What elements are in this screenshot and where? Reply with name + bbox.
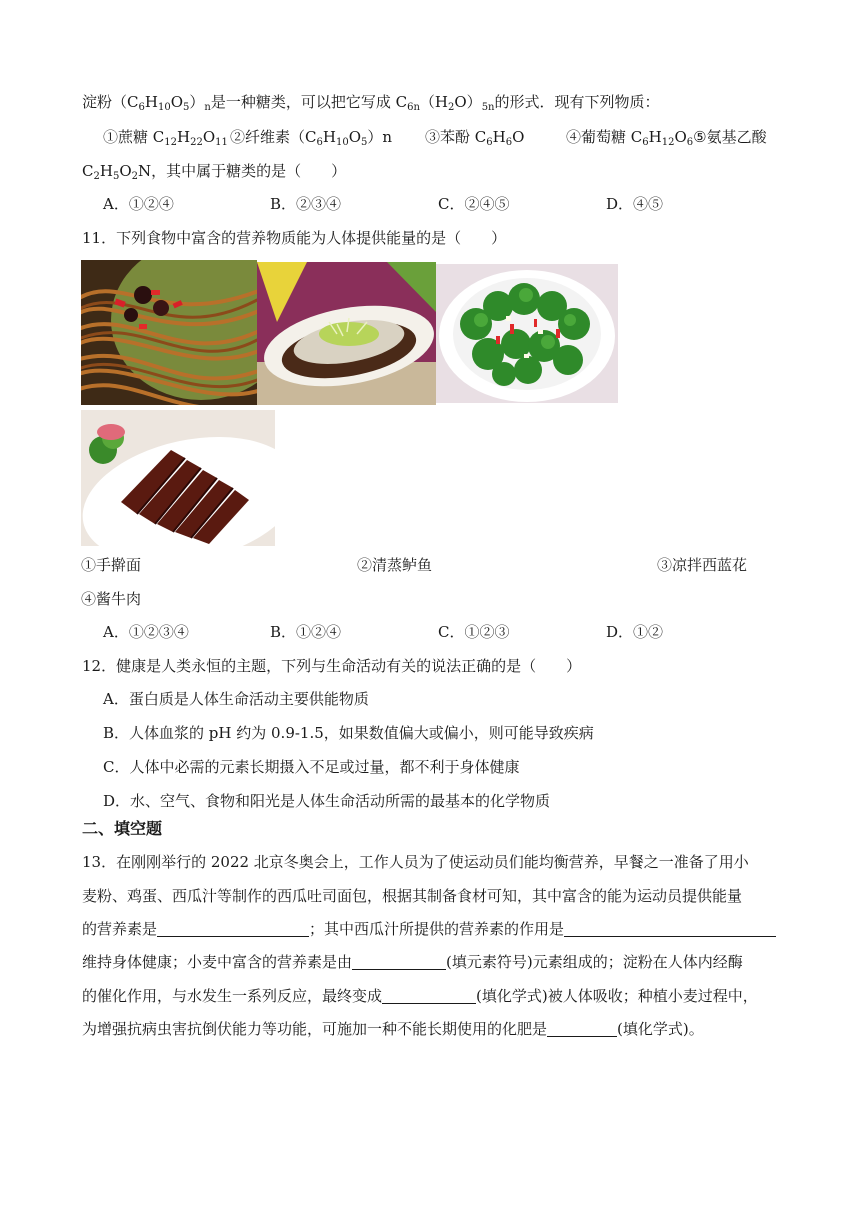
text: O [674,128,687,146]
subscript: 6 [138,102,145,113]
steamed-fish-photo [257,262,436,405]
text: H [176,128,191,146]
text: (填元素符号)元素组成的；淀粉在人体内经酶 [446,953,743,971]
text: (填化学式)。 [617,1020,704,1038]
q12-stem: 12．健康是人类永恒的主题，下列与生命活动有关的说法正确的是（ ） [82,657,582,675]
q10-item-4 [566,127,767,147]
answer-blank-4[interactable] [382,987,476,1004]
q10-item-2 [230,127,392,147]
subscript: 10 [335,137,349,148]
noodles-photo [81,260,257,405]
subscript: 6 [505,137,513,148]
subscript: 6n [407,102,420,113]
photo-label-3: ③凉拌西蓝花 [657,556,748,574]
subscript: 11 [215,137,228,148]
q10-intro [82,92,660,112]
text: O） [454,93,482,111]
text: O [348,128,361,146]
text: H [99,162,113,180]
text: （H [419,93,448,111]
photo-label-1: ①手擀面 [81,556,142,574]
text: 为增强抗病虫害抗倒伏能力等功能，可施加一种不能长期使用的化肥是 [82,1020,548,1038]
text: 的营养素是 [82,920,158,938]
photo-label-2: ②清蒸鲈鱼 [357,556,433,574]
answer-blank-2[interactable] [564,920,776,937]
subscript: 5 [183,102,190,113]
text: ①蔗糖 C [103,128,165,146]
text: (填化学式)被人体吸收；种植小麦过程中， [476,987,758,1005]
q12-option-c[interactable]: C．人体中必需的元素长期摄入不足或过量，都不利于身体健康 [103,758,520,776]
text: N，其中属于糖类的是（ ） [138,162,347,180]
answer-blank-3[interactable] [352,953,446,970]
text: ）n [367,128,393,146]
q10-item-3 [425,127,524,147]
q13-line-6 [82,1019,704,1039]
text: H [322,128,336,146]
text: ） [189,93,205,111]
q13-line-3 [82,919,776,939]
q10-item-1 [103,127,228,147]
text: 是一种糖类，可以把它写成 C [210,93,408,111]
q10-option-b[interactable]: B．②③④ [270,195,342,213]
text: C [82,162,94,180]
subscript: 5 [112,171,120,182]
q11-option-d[interactable]: D．①② [606,623,664,641]
q11-option-c[interactable]: C．①②③ [438,623,510,641]
text: O [202,128,216,146]
q12-option-a[interactable]: A．蛋白质是人体生命活动主要供能物质 [103,690,369,708]
q12-option-d[interactable]: D．水、空气、食物和阳光是人体生命活动所需的最基本的化学物质 [103,792,551,810]
q10-option-a[interactable]: A．①②④ [103,195,174,213]
text: 淀粉（C [82,93,139,111]
q13-line-1: 13．在刚刚举行的 2022 北京冬奥会上，工作人员为了使运动员们能均衡营养，早餐之一准备了用小 [82,853,749,871]
subscript: 6 [316,137,323,148]
subscript: 2 [131,171,139,182]
text: 的形式．现有下列物质： [494,93,660,111]
subscript: 12 [661,137,675,148]
text: O [170,93,183,111]
text: H [144,93,158,111]
subscript: 5 [361,137,368,148]
text: ②纤维素（C [230,128,317,146]
text: O [119,162,132,180]
q12-option-b[interactable]: B．人体血浆的 pH 约为 0.9-1.5，如果数值偏大或偏小，则可能导致疾病 [103,724,594,742]
text: H [648,128,662,146]
q11-stem: 11．下列食物中富含的营养物质能为人体提供能量的是（ ） [82,229,507,247]
subscript: 6 [642,137,649,148]
subscript: 10 [157,102,171,113]
text: ；其中西瓜汁所提供的营养素的作用是 [309,920,565,938]
q10-stem-end [82,161,346,181]
q13-line-4 [82,952,743,972]
subscript: 2 [448,102,455,113]
q11-option-a[interactable]: A．①②③④ [103,623,189,641]
text: H [492,128,506,146]
q11-option-b[interactable]: B．①②④ [270,623,342,641]
subscript: 5n [481,102,495,113]
text: ⑤氨基乙酸 [693,128,767,146]
subscript: 6 [486,137,493,148]
q10-option-c[interactable]: C．②④⑤ [438,195,510,213]
answer-blank-1[interactable] [157,920,309,937]
section-heading: 二、填空题 [82,819,163,838]
q13-line-5 [82,986,758,1006]
text: ④葡萄糖 C [566,128,643,146]
subscript: 12 [164,137,177,148]
text: 的催化作用，与水发生一系列反应，最终变成 [82,987,383,1005]
text: ③苯酚 C [425,128,487,146]
braised-beef-photo [81,410,275,546]
subscript: n [204,102,211,113]
answer-blank-5[interactable] [547,1020,617,1037]
subscript: 22 [190,137,203,148]
q10-option-d[interactable]: D．④⑤ [606,195,664,213]
photo-label-4: ④酱牛肉 [81,590,142,608]
q13-line-2: 麦粉、鸡蛋、西瓜汁等制作的西瓜吐司面包，根据其制备食材可知，其中富含的能为运动员提供能量 [82,887,743,905]
broccoli-photo [436,264,618,403]
subscript: 2 [93,171,100,182]
text: 维持身体健康；小麦中富含的营养素是由 [82,953,353,971]
subscript: 6 [686,137,694,148]
text: O [512,128,525,146]
